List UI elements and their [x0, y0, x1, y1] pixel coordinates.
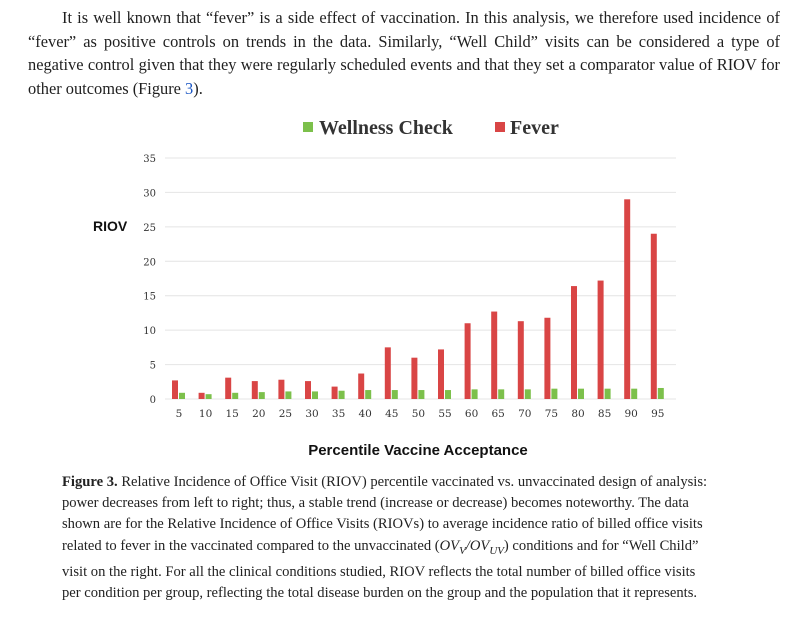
- x-tick-label: 40: [358, 408, 372, 420]
- y-tick-label: 20: [143, 257, 156, 269]
- x-tick-label: 75: [544, 408, 559, 420]
- y-tick-label: 15: [143, 291, 156, 303]
- bar-wellness-check-20: [259, 392, 265, 399]
- x-tick-label: 95: [651, 408, 665, 420]
- bars: [172, 199, 664, 399]
- bar-fever-60: [465, 323, 471, 399]
- bar-wellness-check-50: [418, 390, 424, 399]
- bar-fever-25: [278, 380, 284, 399]
- legend-label-fever: Fever: [510, 117, 559, 139]
- bar-fever-80: [571, 286, 577, 399]
- bar-wellness-check-30: [312, 391, 318, 399]
- caption-formula: [439, 537, 504, 557]
- bar-fever-90: [624, 199, 630, 399]
- x-tick-label: 20: [252, 408, 266, 420]
- legend: [303, 117, 559, 139]
- bar-wellness-check-25: [285, 391, 291, 399]
- bar-fever-45: [385, 347, 391, 399]
- y-axis-ticks: [143, 154, 156, 406]
- caption-text-end: ) conditions and for “Well Child” visit on the right. For all the clinical conditions studied, RIOV reflects the total number of billed office visits per condition per group, reflecting the total disease burden on the group and the population that it represents.: [62, 537, 699, 601]
- bar-fever-95: [651, 234, 657, 399]
- bar-fever-10: [199, 393, 205, 399]
- x-tick-label: 85: [597, 408, 612, 420]
- x-tick-label: 80: [571, 408, 585, 420]
- bar-wellness-check-15: [232, 393, 238, 399]
- bar-wellness-check-40: [365, 390, 371, 399]
- x-tick-label: 90: [624, 408, 638, 420]
- x-tick-label: 55: [438, 408, 452, 420]
- y-tick-label: 0: [149, 395, 156, 406]
- legend-label-wellness-check: Wellness Check: [319, 117, 453, 139]
- bar-fever-20: [252, 381, 258, 399]
- bar-fever-70: [518, 321, 524, 399]
- x-tick-label: 10: [198, 408, 213, 420]
- bar-wellness-check-55: [445, 390, 451, 399]
- y-tick-label: 10: [143, 326, 156, 338]
- bar-wellness-check-5: [179, 393, 185, 399]
- y-tick-label: 30: [143, 188, 156, 200]
- bar-fever-85: [598, 281, 604, 399]
- x-tick-label: 25: [278, 408, 293, 420]
- x-tick-label: 50: [411, 408, 426, 420]
- bar-fever-35: [332, 387, 338, 399]
- caption-text: Relative Incidence of Office Visit (RIOV) percentile vaccinated vs. unvaccinated design of analysis: power decreases from left to right; thus, a stable trend (increase or decrease) becomes noteworthy. The data shown are for the Relative Incidence of Office Visits (RIOVs) to average incidence ratio of billed office visits related to fever in the vaccinated compared to the unvaccinated (: [62, 474, 708, 554]
- riov-bar-chart: [0, 100, 800, 470]
- caption-label: Figure 3.: [62, 474, 118, 490]
- x-tick-label: 30: [305, 408, 319, 420]
- bar-fever-5: [172, 380, 178, 399]
- legend-swatch-fever: [495, 122, 505, 132]
- bar-fever-55: [438, 349, 444, 399]
- bar-fever-50: [411, 358, 417, 399]
- bar-fever-15: [225, 378, 231, 399]
- caption-formula-text: $OV_V/OV_{UV}$: [439, 537, 504, 557]
- bar-fever-65: [491, 312, 497, 399]
- bar-wellness-check-35: [339, 391, 345, 399]
- intro-paragraph: [28, 6, 780, 100]
- bar-wellness-check-45: [392, 390, 398, 399]
- x-tick-label: 45: [385, 408, 399, 420]
- bar-wellness-check-80: [578, 389, 584, 399]
- x-tick-label: 35: [331, 408, 346, 420]
- legend-swatch-wellness-check: [303, 122, 313, 132]
- figure-reference-link[interactable]: 3: [185, 78, 194, 98]
- x-axis-label: Percentile Vaccine Acceptance: [308, 442, 528, 459]
- bar-wellness-check-85: [605, 389, 611, 399]
- intro-text-end: ).: [193, 78, 203, 98]
- bar-fever-40: [358, 374, 364, 399]
- x-tick-label: 5: [175, 408, 183, 420]
- bar-wellness-check-95: [658, 388, 664, 399]
- x-tick-label: 60: [464, 408, 479, 420]
- bar-fever-75: [544, 318, 550, 399]
- y-axis-label: RIOV: [93, 218, 128, 234]
- bar-wellness-check-90: [631, 389, 637, 399]
- y-tick-label: 25: [143, 222, 156, 234]
- figure-caption: [62, 472, 714, 604]
- bar-fever-30: [305, 381, 311, 399]
- y-tick-label: 35: [143, 154, 156, 165]
- x-tick-label: 15: [225, 408, 239, 420]
- x-tick-label: 70: [518, 408, 532, 420]
- x-axis-ticks: [176, 408, 665, 420]
- x-tick-label: 65: [491, 408, 505, 420]
- bar-wellness-check-70: [525, 389, 531, 399]
- bar-wellness-check-65: [498, 389, 504, 399]
- bar-wellness-check-60: [472, 389, 478, 399]
- bar-wellness-check-75: [551, 389, 557, 399]
- intro-text: It is well known that “fever” is a side effect of vaccination. In this analysis, we therefore used incidence of “fever” as positive controls on trends in the data. Similarly, “Well Child” visits can be considered a type of negative control given that they were regularly scheduled events and that they set a comparator value of RIOV for other outcomes (Figure: [28, 8, 780, 98]
- bar-wellness-check-10: [206, 394, 212, 399]
- y-tick-label: 5: [149, 360, 156, 372]
